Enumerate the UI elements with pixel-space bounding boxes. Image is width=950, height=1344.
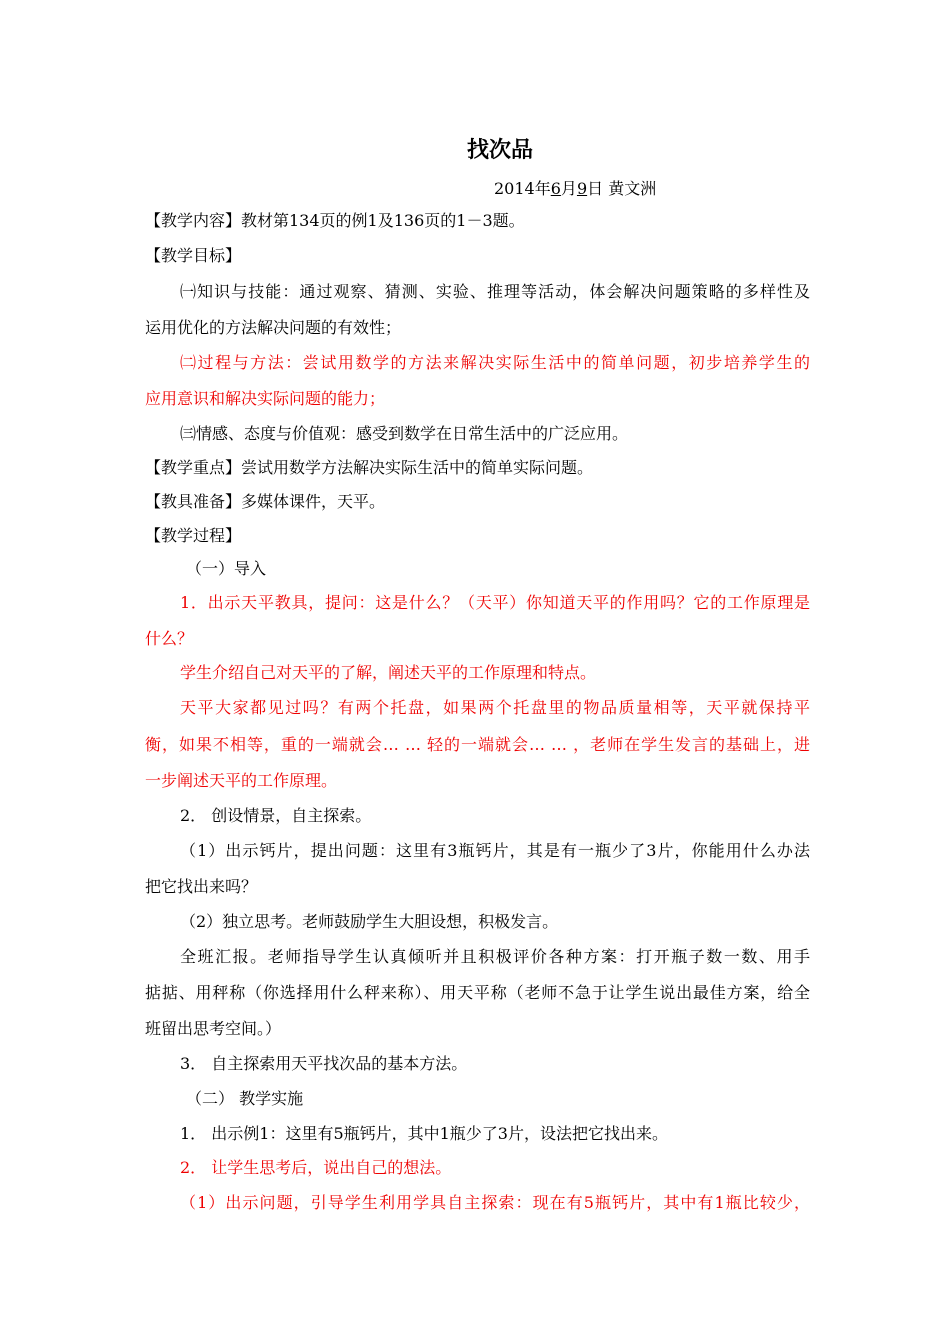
goal-1-line-2: 运用优化的方法解决问题的有效性； bbox=[145, 318, 402, 337]
report-line-2: 掂掂、用秤称（你选择用什么秤来称）、用天平称（老师不急于让学生说出最佳方案，给全 bbox=[145, 983, 810, 1002]
step-2-1-line-2: 把它找出来吗？ bbox=[145, 877, 258, 896]
explore-step-line-1: （1）出示问题，引导学生利用学具自主探索：现在有5瓶钙片，其中有1瓶比较少， bbox=[180, 1193, 810, 1212]
report-line-3: 班留出思考空间。） bbox=[145, 1019, 282, 1038]
step-1-line-2: 什么？ bbox=[145, 629, 194, 648]
date-day-char: 日 bbox=[587, 179, 604, 198]
step-2-1-line-1: （1）出示钙片，提出问题：这里有3瓶钙片，其是有一瓶少了3片，你能用什么办法 bbox=[180, 841, 810, 860]
balance-para-line-1: 天平大家都见过吗？有两个托盘，如果两个托盘里的物品质量相等，天平就保持平 bbox=[180, 698, 810, 717]
step-2-heading: 2． 创设情景，自主探索。 bbox=[180, 806, 372, 825]
date-year: 2014 bbox=[494, 179, 535, 198]
section-2-heading: （二） 教学实施 bbox=[186, 1089, 304, 1108]
balance-para-line-3: 一步阐述天平的工作原理。 bbox=[145, 771, 338, 790]
think-step: 2． 让学生思考后，说出自己的想法。 bbox=[180, 1158, 452, 1177]
student-intro-line: 学生介绍自己对天平的了解，阐述天平的工作原理和特点。 bbox=[180, 663, 597, 682]
goal-2-line-2: 应用意识和解决实际问题的能力； bbox=[145, 389, 386, 408]
teaching-focus: 【教学重点】尝试用数学方法解决实际生活中的简单实际问题。 bbox=[145, 458, 594, 477]
step-1-line-1: 1．出示天平教具，提问：这是什么？（天平）你知道天平的作用吗？它的工作原理是 bbox=[180, 593, 810, 612]
goal-1-line-1: ㈠知识与技能：通过观察、猜测、实验、推理等活动，体会解决问题策略的多样性及 bbox=[180, 282, 810, 301]
example-1: 1． 出示例1：这里有5瓶钙片，其中1瓶少了3片，设法把它找出来。 bbox=[180, 1124, 668, 1143]
teaching-content: 【教学内容】教材第134页的例1及136页的1－3题。 bbox=[145, 211, 525, 230]
date-day: 9 bbox=[576, 179, 588, 198]
step-2-2: （2）独立思考。老师鼓励学生大胆设想，积极发言。 bbox=[180, 912, 559, 931]
document-title: 找次品 bbox=[466, 138, 533, 163]
teaching-process-heading: 【教学过程】 bbox=[145, 526, 242, 545]
step-3-heading: 3． 自主探索用天平找次品的基本方法。 bbox=[180, 1054, 468, 1073]
date-year-char: 年 bbox=[534, 179, 551, 198]
date-author-line bbox=[494, 176, 656, 199]
goal-2-line-1: ㈡过程与方法：尝试用数学的方法来解决实际生活中的简单问题，初步培养学生的 bbox=[180, 353, 810, 372]
date-month-char: 月 bbox=[560, 179, 577, 198]
teaching-aids: 【教具准备】多媒体课件，天平。 bbox=[145, 492, 386, 511]
report-line-1: 全班汇报。老师指导学生认真倾听并且积极评价各种方案：打开瓶子数一数、用手 bbox=[180, 947, 810, 966]
goal-3: ㈢情感、态度与价值观：感受到数学在日常生活中的广泛应用。 bbox=[180, 424, 629, 443]
date-month: 6 bbox=[550, 179, 561, 198]
author: 黄文洲 bbox=[608, 179, 657, 198]
teaching-goals-heading: 【教学目标】 bbox=[145, 246, 242, 265]
section-1-heading: （一）导入 bbox=[186, 559, 267, 578]
balance-para-line-2: 衡，如果不相等，重的一端就会… … 轻的一端就会… … ，老师在学生发言的基础上，进 bbox=[145, 735, 810, 754]
